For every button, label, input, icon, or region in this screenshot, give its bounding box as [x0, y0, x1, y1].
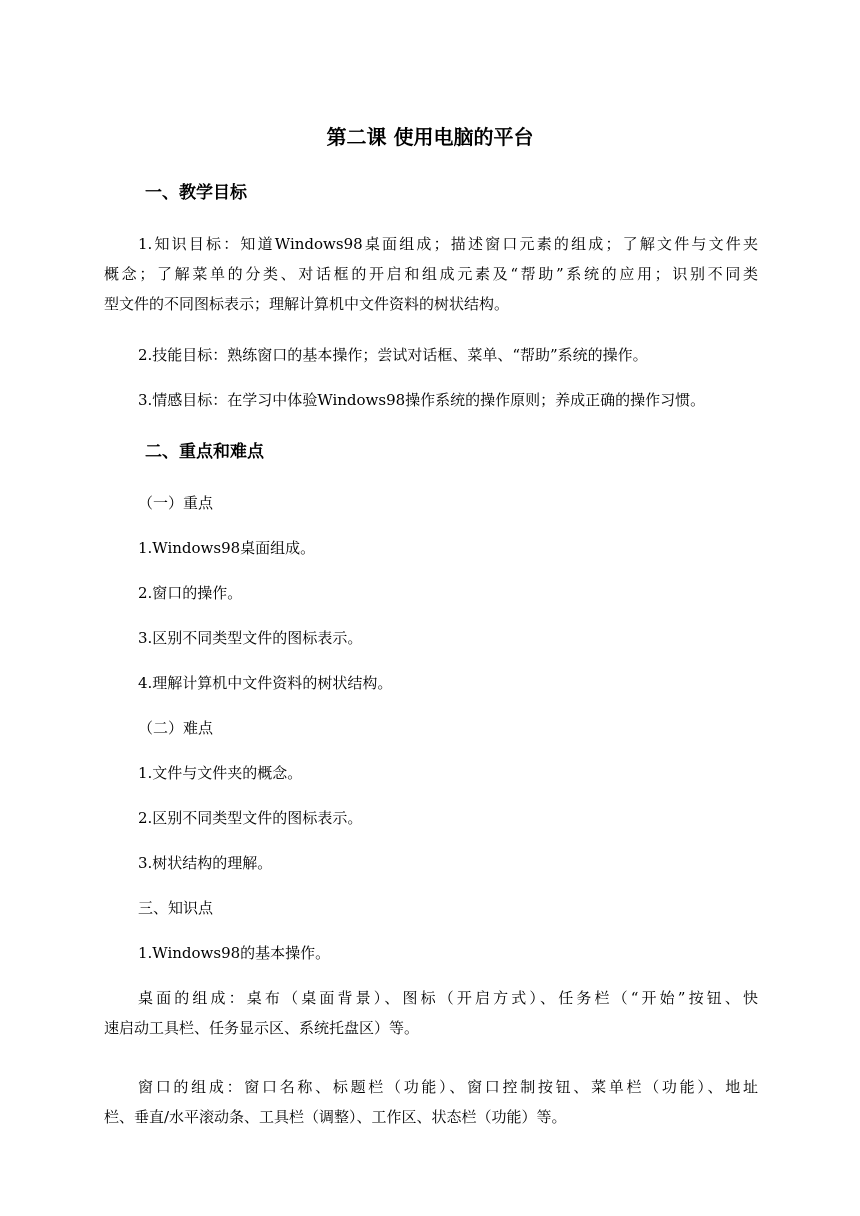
section-heading-goals: 一、教学目标 [145, 183, 247, 203]
paragraph-line: 速启动工具栏、任务显示区、系统托盘区）等。 [104, 1019, 420, 1037]
subheading-focus: （一）重点 [138, 494, 214, 512]
list-item: 1.Windows98的基本操作。 [138, 944, 331, 962]
list-item: 1.文件与文件夹的概念。 [138, 764, 303, 782]
list-item: 3.树状结构的理解。 [138, 854, 273, 872]
paragraph-skill-goal: 2.技能目标：熟练窗口的基本操作；尝试对话框、菜单、“帮助”系统的操作。 [138, 346, 648, 364]
paragraph-line: 桌面的组成：桌布（桌面背景）、图标（开启方式）、任务栏（“开始”按钮、快 [138, 989, 758, 1007]
subheading-difficulty: （二）难点 [138, 719, 214, 737]
paragraph-desktop [104, 988, 758, 1038]
list-item: 4.理解计算机中文件资料的树状结构。 [138, 674, 393, 692]
paragraph-line: 栏、垂直/水平滚动条、工具栏（调整）、工作区、状态栏（功能）等。 [104, 1108, 567, 1126]
paragraph-line: 窗口的组成：窗口名称、标题栏（功能）、窗口控制按钮、菜单栏（功能）、地址 [138, 1078, 758, 1096]
section-heading-key-points: 二、重点和难点 [145, 442, 264, 462]
list-item: 2.窗口的操作。 [138, 584, 243, 602]
paragraph-line: 概念；了解菜单的分类、对话框的开启和组成元素及“帮助”系统的应用；识别不同类 [104, 265, 758, 283]
section-heading-knowledge: 三、知识点 [138, 899, 214, 917]
paragraph-line: 型文件的不同图标表示；理解计算机中文件资料的树状结构。 [104, 295, 510, 313]
paragraph-emotion-goal: 3.情感目标：在学习中体验Windows98操作系统的操作原则；养成正确的操作习惯。 [138, 391, 706, 409]
page-title: 第二课 使用电脑的平台 [326, 125, 534, 149]
list-item: 3.区别不同类型文件的图标表示。 [138, 629, 363, 647]
list-item: 2.区别不同类型文件的图标表示。 [138, 809, 363, 827]
paragraph-line: 1.知识目标：知道Windows98桌面组成；描述窗口元素的组成；了解文件与文件夹 [138, 235, 758, 253]
paragraph-knowledge-goal [104, 234, 758, 314]
list-item: 1.Windows98桌面组成。 [138, 539, 316, 557]
paragraph-window [104, 1077, 758, 1127]
